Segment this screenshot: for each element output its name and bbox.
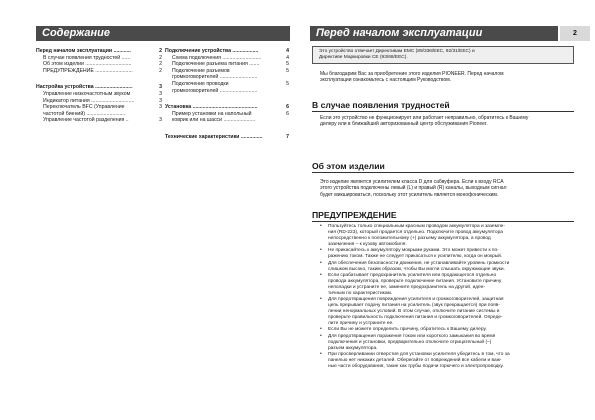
toc-entry-page: 2 <box>159 48 162 54</box>
toc-spacer <box>165 124 289 130</box>
warning-item: • Не прикасайтесь к аккумулятору мокрыми руками. Это может привести к по- ражению током. Также не следует прикасаться к усилителю, когда он мокрый. <box>312 248 574 260</box>
toc-entry-label: Управление частотой разделения .. <box>43 117 129 124</box>
toc-section-entry[interactable] <box>165 134 289 141</box>
warning-item: • Пользуйтесь только специальным красным проводом аккумулятора и заземле- ния (RD-223), который продается отдельно. Подключите провод аккумулятора непосредственно к положительному (+) разъему аккумулятора, а провод заземления – к кузову автомобиля. <box>312 224 574 248</box>
toc-subentry[interactable] <box>165 68 289 81</box>
warning-item: • Для обеспечения безопасности движения, не устанавливайте уровень громкости слишком высоко, таким образом, чтобы Вы могли слышать окружающие звуки. <box>312 261 574 273</box>
toc-subentry[interactable] <box>36 117 162 124</box>
warning-item: • Если Вы не можете определить причину, обратитесь к Вашему дилеру. <box>312 327 574 333</box>
toc-section-entry[interactable] <box>165 104 289 111</box>
toc-section-entry[interactable] <box>36 48 162 55</box>
toc-entry-page: 3 <box>159 84 162 91</box>
toc-subentry[interactable] <box>165 81 289 94</box>
toc-entry-label: Установка ............................................. <box>165 104 258 111</box>
toc-entry-page: 3 <box>159 97 162 104</box>
section-text-about: Это изделие является усилителем класса D для сабвуфера. Если к входу RCA этого устройства подключены левый (L) и правый (R) каналы, выходным сигнал будет микшироваться, поскольку этот усилитель является монофоническим. <box>320 179 507 198</box>
toc-subentry[interactable] <box>165 61 289 68</box>
toc-entry-page: 2 <box>159 67 162 74</box>
toc-subentry[interactable] <box>36 61 162 68</box>
toc-entry-page: 2 <box>159 61 162 68</box>
left-page <box>0 0 297 420</box>
toc-entry-label: Подключение разъема питания ....... <box>172 61 260 68</box>
toc-spacer <box>165 94 289 100</box>
toc-entry-label: Технические характеристики ............... <box>165 133 263 140</box>
toc-entry-page: 6 <box>286 110 289 117</box>
toc-entry-page: 3 <box>159 104 162 111</box>
toc-column-1 <box>36 44 162 124</box>
toc-entry-page: 4 <box>286 54 289 61</box>
toc-entry-page: 3 <box>159 117 162 124</box>
warning-item: • Если срабатывает предохранитель усилителя или продающегося отдельно провода аккумулятора, проверьте подключение питания. Установите причину неполадки и устраните ее, замените предохранитель на другой, иден- тичным по характеристикам. <box>312 273 574 297</box>
toc-entry-label: Подключение проводки громкоговорителей .......................... <box>172 80 258 94</box>
warning-list <box>312 224 574 371</box>
toc-entry-label: Схема подключения ........................... <box>172 54 262 61</box>
toc-entry-page: 5 <box>286 67 289 74</box>
toc-entry-label: Перед началом эксплуатации ............ <box>36 48 131 54</box>
toc-section-entry[interactable] <box>36 84 162 91</box>
toc-entry-label: Настройка устройства .......................... <box>36 84 133 91</box>
toc-entry-page: 3 <box>159 90 162 97</box>
section-text-troubleshooting: Если это устройство не функционирует или работает неправильно, обратитесь к Вашему дилеру или в ближайший авторизованный центр обслуживания Pioneer. <box>320 115 529 128</box>
section-title-troubleshooting: В случае появления трудностей <box>312 100 574 112</box>
section-title-about: Об этом изделии <box>312 161 574 173</box>
toc-entry-page: 4 <box>286 48 289 54</box>
toc-section-entry[interactable] <box>165 48 289 55</box>
contents-header: Содержание <box>36 26 290 41</box>
toc-entry-label: Подключение разъемов громкоговорителей .......................... <box>172 67 258 81</box>
toc-entry-label: В случае появления трудностей ...... <box>43 54 131 61</box>
toc-entry-label: Переключатель BFC (Управление частотой биений) ........................... <box>43 104 126 117</box>
toc-spacer <box>36 74 162 80</box>
toc-entry-label: Индикатор питания .............................. <box>43 97 135 104</box>
page-number: 2 <box>560 26 590 41</box>
warning-item: • Для предотвращения поражения током или короткого замыкания во время подключения и установки, предварительно отключите отрицательный (–) разъем аккумулятора. <box>312 334 574 352</box>
toc-subentry[interactable] <box>165 111 289 124</box>
toc-entry-label: Пример установки на напольный коврик или на шасси ...................... <box>172 110 256 124</box>
toc-subentry[interactable] <box>36 98 162 105</box>
warning-item: • При просверливании отверстия для установки усилителя убедитесь в том, что за панелью нет никаких деталей. Оберегайте от повреждений все кабели и важ- ные части оборудования, такие как трубы подачи горючего и электропроводку. <box>312 352 574 370</box>
warning-item: • Для предотвращения повреждения усилителя и громкоговорителей, защитная цепь прерывает подачу питания на усилитель (звук прекращается) при появ- лении ненормальных условий. В этом случае, отключите питание системы и проверьте правильность подключения питания и громкоговорителей. Опреде- лите причину и устраните ее. <box>312 297 574 327</box>
toc-entry-page: 5 <box>286 61 289 68</box>
toc-subentry[interactable] <box>36 91 162 98</box>
toc-entry-label: ПРЕДУПРЕЖДЕНИЕ .......................... <box>43 67 133 74</box>
toc-subentry[interactable] <box>36 68 162 75</box>
section-title-warning: ПРЕДУПРЕЖДЕНИЕ <box>312 210 574 222</box>
toc-entry-page: 7 <box>286 133 289 140</box>
compliance-notice: Это устройство отвечает Директивам EMC (89/336/EEC, 92/31/EEC) и Директиве Маркировки CE (93/68/EEC). <box>312 46 574 64</box>
toc-subentry[interactable] <box>36 55 162 62</box>
toc-entry-page: 5 <box>286 80 289 87</box>
toc-subentry[interactable] <box>165 55 289 62</box>
toc-subentry[interactable] <box>36 104 162 117</box>
intro-text: Мы благодарим Вас за приобретение этого изделия PIONEER. Перед началом эксплуатации ознакомьтесь с настоящим Руководством. <box>320 71 504 84</box>
toc-entry-label: Подключение устройства .................. <box>165 48 259 54</box>
toc-column-2 <box>165 44 289 141</box>
right-page-header: Перед началом эксплуатации <box>310 26 558 41</box>
toc-entry-label: Управление низкочастотным звуком <box>43 90 131 97</box>
toc-entry-page: 2 <box>159 54 162 61</box>
toc-entry-label: Об этом изделии ................................ <box>43 61 132 68</box>
toc-entry-page: 6 <box>286 104 289 111</box>
